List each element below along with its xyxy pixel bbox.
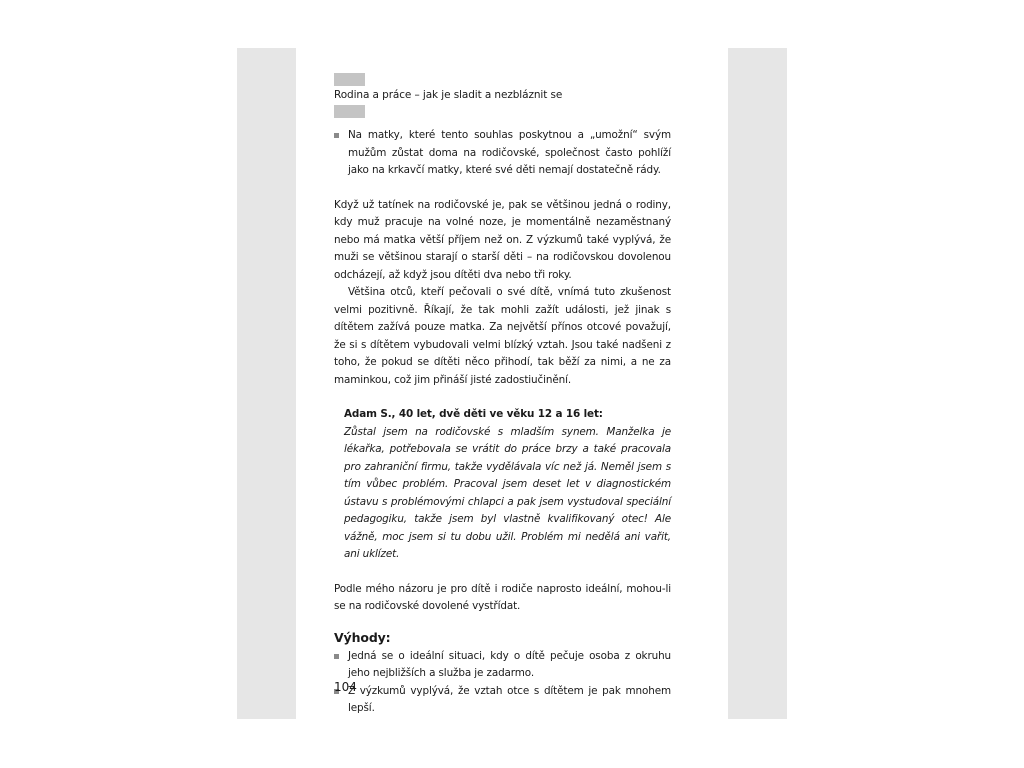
- bullet-item: [334, 683, 671, 718]
- section-heading: Výhody:: [334, 629, 391, 645]
- bullet-item: [334, 127, 671, 180]
- page-number: 104: [334, 680, 357, 694]
- bullet-text: Jedná se o ideální situaci, kdy o dítě pečuje osoba z okruhu jeho nejbližších a služba je zadarmo.: [348, 649, 671, 679]
- paragraph: Když už tatínek na rodičovské je, pak se většinou jedná o rodiny, kdy muž pracuje na volné noze, je momentálně nezaměstnaný nebo má matka větší příjem než on. Z výzkumů také vyplývá, že muži se většinou starají o starší děti – na rodičovskou dovolenou odcházejí, až když jsou dítěti dva nebo tři roky.: [334, 198, 671, 281]
- testimonial-title: Adam S., 40 let, dvě děti ve věku 12 a 16 let:: [344, 408, 603, 420]
- bullet-item: [334, 648, 671, 683]
- testimonial-text: Zůstal jsem na rodičovské s mladším synem. Manželka je lékařka, potřebovala se vrátit do práce brzy a také pracovala pro zahraniční firmu, takže vydělávala víc než já. Neměl jsem s tím vůbec problém. Pracoval jsem deset let v diagnostickém ústavu s problémovými chlapci a pak jsem vystudoval speciální pedagogiku, takže jsem byl vlastně kvalifikovaný otec! Ale vážně, moc jsem si tu dobu užil. Problém mi nedělá ani vařit, ani uklízet.: [344, 425, 671, 560]
- header-grey-block-top: [334, 73, 365, 86]
- square-bullet-icon: [334, 133, 339, 138]
- left-margin-strip: [237, 48, 296, 719]
- testimonial-block: [334, 406, 671, 564]
- header-grey-block-bottom: [334, 105, 365, 118]
- page-content: [334, 127, 671, 718]
- square-bullet-icon: [334, 654, 339, 659]
- book-page: [296, 48, 728, 719]
- paragraph: Většina otců, kteří pečovali o své dítě, vnímá tuto zkušenost velmi pozitivně. Říkají, že tak mohli zažít události, jež jinak s dítětem zažívá pouze matka. Za největší přínos otcové považují, že si s dítětem vybudovali velmi blízký vztah. Jsou také nadšeni z toho, že pokud se dítěti něco přihodí, tak běží za nimi, a ne za maminkou, což jim přináší jisté zadostiučinění.: [334, 286, 671, 386]
- paragraph: Podle mého názoru je pro dítě i rodiče naprosto ideální, mohou-li se na rodičovské dovolené vystřídat.: [334, 582, 671, 612]
- running-head: Rodina a práce – jak je sladit a nezbláznit se: [334, 89, 563, 101]
- right-margin-strip: [728, 48, 787, 719]
- bullet-text: Na matky, které tento souhlas poskytnou a „umožní“ svým mužům zůstat doma na rodičovské, společnost často pohlíží jako na krkavčí matky, které své děti nemají dostatečně rády.: [348, 129, 671, 176]
- bullet-text: Z výzkumů vyplývá, že vztah otce s dítětem je pak mnohem lepší.: [348, 684, 671, 714]
